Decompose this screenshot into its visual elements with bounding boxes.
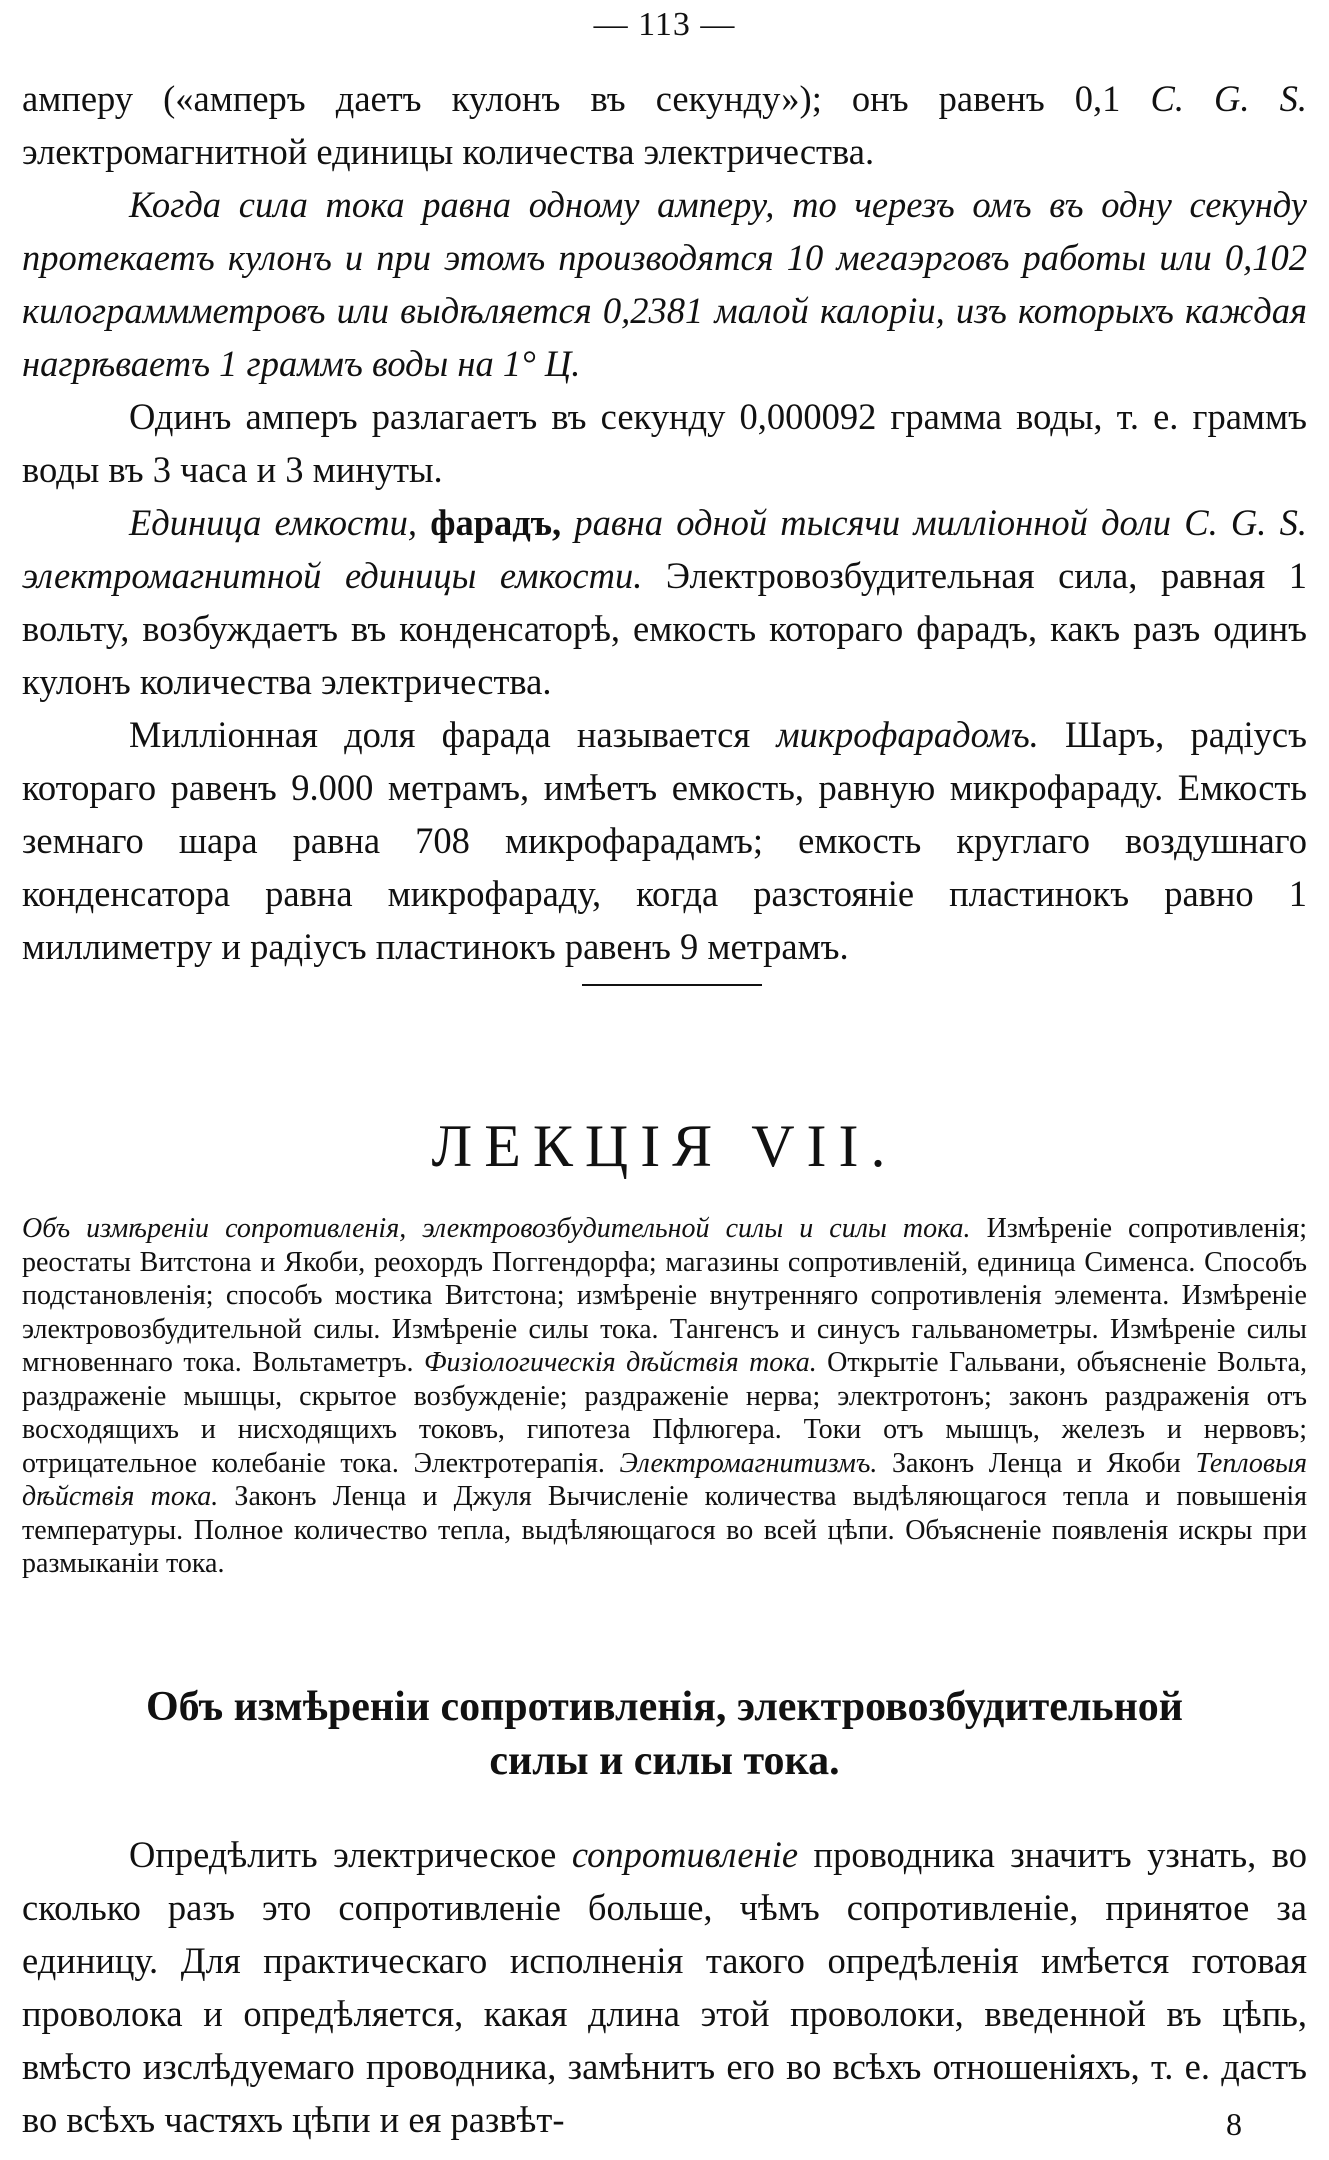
synopsis-italic: Тепловыя дѣйствія тока. (22, 1447, 1307, 1512)
paragraph-microfarad (22, 708, 1307, 973)
cgs-abbrev: C. G. S. (1150, 78, 1307, 119)
italic-term: микрофарадомъ. (776, 714, 1039, 755)
synopsis-italic: Объ измѣреніи сопротивленія, электровозбудительной силы и силы тока. (22, 1213, 971, 1244)
paragraph-ampere (22, 72, 1307, 178)
section-heading-line: Объ измѣреніи сопротивленія, электровозбудительной (145, 1684, 1184, 1730)
synopsis-text: Открытіе Гальвани, объясненіе Вольта, раздраженіе мышцы, скрытое возбужденіе; раздраженіе нерва; электротонъ; законъ раздраженія отъ восходящихъ и нисходящихъ токовъ, гипотеза Пфлюгера. Токи отъ мышцъ, железъ и нервовъ; отрицательное колебаніе тока. Электротерапія. (22, 1347, 1307, 1479)
italic-statement: Когда сила тока равна одному амперу, то черезъ омъ въ одну секунду протекаетъ кулонъ и при этомъ производятся 10 мегаэрговъ работы или 0,102 килограммметровъ или выдѣляется 0,2381 малой калоріи, изъ которыхъ каждая нагрѣваетъ 1 граммъ воды на 1° Ц. (22, 184, 1307, 384)
paragraph-text: Шаръ, радіусъ котораго равенъ 9.000 метрамъ, имѣетъ емкость, равную микрофараду. Емкость земнаго шара равна 708 микрофарадамъ; емкость круглаго воздушнаго конденсатора равна микрофараду, когда разстояніе пластинокъ равно 1 миллиметру и радіусъ пластинокъ равенъ 9 метрамъ. (22, 714, 1307, 967)
paragraph-text: электромагнитной единицы количества электричества. (22, 131, 875, 172)
italic-definition: равна одной тысячи милліонной доли C. G. S. электромагнитной единицы емкости. (22, 502, 1307, 596)
italic-term: Единица емкости, (129, 502, 417, 543)
text-block-top (22, 72, 1307, 973)
lecture-synopsis (22, 1212, 1307, 1581)
paragraph-text: проводника значитъ узнать, во сколько разъ это сопротивленіе больше, чѣмъ сопротивленіе, принятое за единицу. Для практическаго исполненія такого опредѣленія имѣется готовая проволока и опредѣляется, какая длина этой проволоки, введенной въ цѣпь, вмѣсто изслѣдуемаго проводника, замѣнитъ его во всѣхъ отношеніяхъ, т. е. дастъ во всѣхъ частяхъ цѣпи и ея развѣт- (22, 1834, 1308, 2140)
paragraph-resistance (22, 1828, 1307, 2146)
section-heading (0, 1680, 1329, 1788)
paragraph-text: Электровозбудительная сила, равная 1 вольту, возбуждаетъ въ конденсаторѣ, емкость котораго фарадъ, какъ разъ одинъ кулонъ количества электричества. (22, 555, 1307, 702)
synopsis-text: Законъ Ленца и Джуля Вычисленіе количества выдѣляющагося тепла и повышенія температуры. Полное количество тепла, выдѣляющагося во всей цѣпи. Объясненіе появленія искры при размыканіи тока. (22, 1481, 1308, 1579)
paragraph-water (22, 390, 1307, 496)
italic-term: сопротивленіе (571, 1834, 799, 1875)
paragraph-text: Милліонная доля фарада называется (129, 714, 777, 755)
synopsis-italic: Электромагнитизмъ. (619, 1447, 878, 1479)
lecture-title: ЛЕКЦІЯ VII. (431, 1113, 898, 1179)
synopsis-text: Законъ Ленца и Якоби (877, 1447, 1196, 1479)
bold-term-farad: фарадъ, (416, 502, 575, 543)
synopsis-italic: Физіологическія дѣйствія тока. (423, 1347, 817, 1378)
paragraph-text: Опредѣлить электрическое (129, 1834, 572, 1875)
page-number: — 113 — (593, 6, 736, 43)
text-block-bottom (22, 1828, 1307, 2146)
paragraph-text: амперу («амперъ даетъ кулонъ въ секунду»); онъ равенъ 0,1 (22, 78, 1151, 119)
paragraph-work (22, 178, 1307, 390)
paragraph-text: Одинъ амперъ разлагаетъ въ секунду 0,000092 грамма воды, т. е. граммъ воды въ 3 часа и 3 минуты. (22, 396, 1307, 490)
paragraph-farad (22, 496, 1307, 708)
signature-mark: 8 (1226, 2106, 1242, 2142)
synopsis-text: Измѣреніе сопротивленія; реостаты Витстона и Якоби, реохордъ Поггендорфа; магазины сопротивленій, единица Сименса. Способъ подстановленія; способъ мостика Витстона; измѣреніе внутренняго сопротивленія элемента. Измѣреніе электровозбудительной силы. Измѣреніе силы тока. Тангенсъ и синусъ гальванометры. Измѣреніе силы мгновеннаго тока. Вольтаметръ. (22, 1213, 1307, 1378)
section-divider (582, 984, 762, 986)
section-heading-line: силы и силы тока. (489, 1738, 840, 1784)
